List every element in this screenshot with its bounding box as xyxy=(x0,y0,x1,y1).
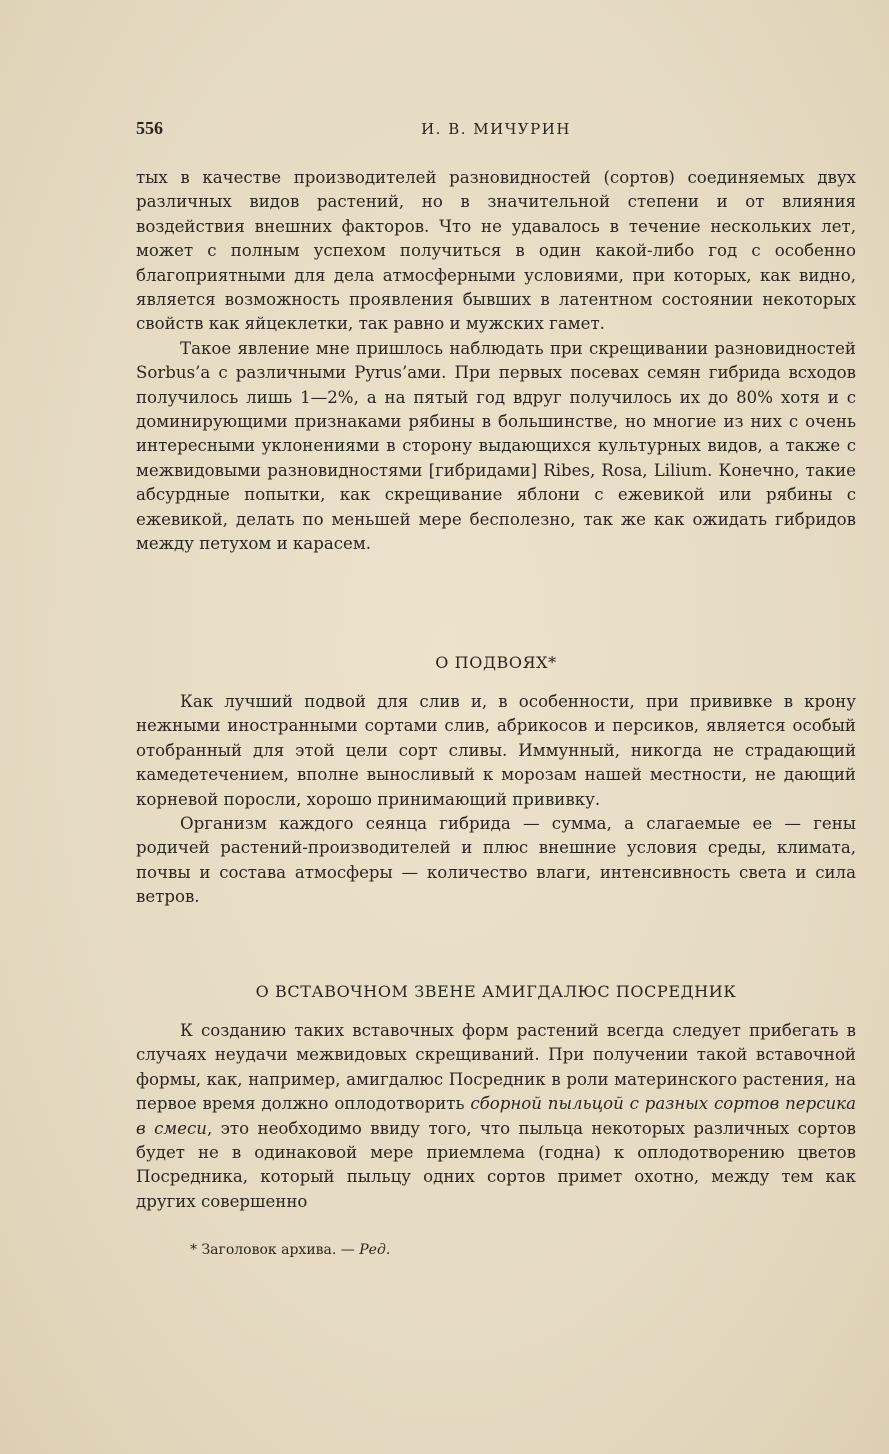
footnote xyxy=(190,1240,390,1260)
paragraph: тых в качестве производителей разновидностей (сортов) соединяемых двух различных видов растений, но в значительной степени и от влияния воздействия внешних факторов. Что не удавалось в течение нескольких лет, может с полным успехом получиться в один какой-либо год с особенно благоприятными для дела атмосферными условиями, при которых, как видно, является возможность проявления бывших в латентном состоянии некоторых свойств как яйцеклетки, так равно и мужских гамет. xyxy=(136,168,856,334)
paragraph xyxy=(136,1019,856,1214)
section-3-text xyxy=(136,1019,856,1214)
section-2-text xyxy=(136,690,856,910)
footnote-editor: Ред. xyxy=(359,1242,391,1258)
section-1-text xyxy=(136,166,856,557)
section-title-amygdalus: О ВСТАВОЧНОМ ЗВЕНЕ АМИГДАЛЮС ПОСРЕДНИК xyxy=(255,982,737,1001)
paragraph: Такое явление мне пришлось наблюдать при скрещивании разновидностей Sorbus’а с различными Pyrus’ами. При первых посевах семян гибрида всходов получилось лишь 1—2%, а на пятый год вдруг получилось их до 80% хотя и с доминирующими признаками рябины в большинстве, но многие из них с очень интересными уклонениями в сторону выдающихся культурных видов, а также с межвидовыми разновидностями [гибридами] Ribes, Rosa, Lilium. Конечно, такие абсурдные попытки, как скрещивание яблони с ежевикой или рябины с ежевикой, делать по меньшей мере бесполезно, так же как ожидать гибридов между петухом и карасем. xyxy=(136,338,856,554)
section-title-podvoi: О ПОДВОЯХ* xyxy=(435,653,557,672)
footnote-text: * Заголовок архива. — xyxy=(190,1242,360,1258)
paragraph-end: , это необходимо ввиду того, что пыльца некоторых различных сортов будет не в одинаковой мере приемлема (годна) к оплодотворению цветов Посредника, который пыльцу одних сортов примет охотно, между тем как других совершенно xyxy=(136,1118,856,1211)
paragraph: Как лучший подвой для слив и, в особенности, при прививке в крону нежными иностранными сортами слив, абрикосов и персиков, является особый отобранный для этой цели сорт сливы. Иммунный, никогда не страдающий камедетечением, вполне выносливый к морозам нашей местности, не дающий корневой поросли, хорошо принимающий прививку. xyxy=(136,692,856,809)
italic-phrase: сборной пыльцой с разных сортов персика в смеси xyxy=(136,1094,856,1138)
paragraph-start: К созданию таких вставочных форм растений всегда следует прибегать в случаях неудачи межвидовых скрещиваний. При получении такой вставочной формы, как, например, амигдалюс Посредник в роли материнского растения, на первое время должно оплодотворить xyxy=(136,1021,856,1114)
running-head: И. В. МИЧУРИН xyxy=(421,120,571,138)
paragraph: Организм каждого сеянца гибрида — сумма, а слагаемые ее — гены родичей растений-производителей и плюс внешние условия среды, климата, почвы и состава атмосферы — количество влаги, интенсивность света и сила ветров. xyxy=(136,814,856,907)
page-number: 556 xyxy=(136,118,163,138)
page-header xyxy=(136,118,856,142)
